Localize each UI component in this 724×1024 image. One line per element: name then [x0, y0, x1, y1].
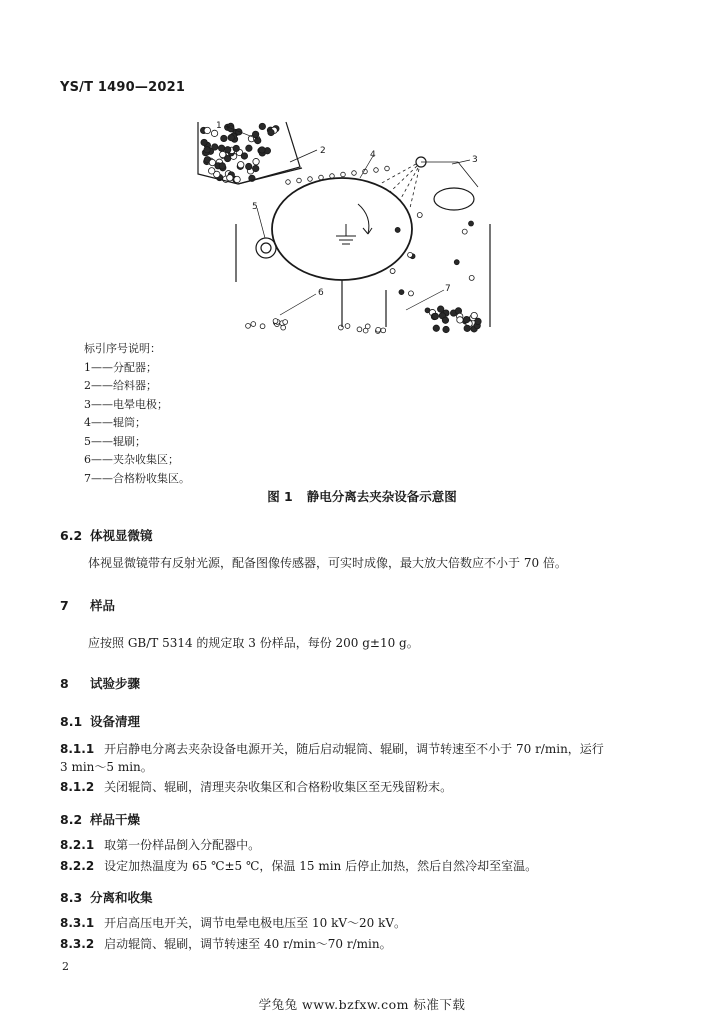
section-heading-8-1: 8.1 设备清理 — [60, 714, 141, 729]
section-heading-8: 8 试验步骤 — [60, 676, 141, 691]
section-heading-8-2: 8.2 样品干燥 — [60, 812, 141, 827]
paragraph-8-1-1: 8.1.1 开启静电分离去夹杂设备电源开关，随后启动辊筒、辊刷，调节转速至不小于 70 r/min，运行 3 min～5 min。 — [60, 742, 604, 774]
roller-brush — [256, 238, 276, 258]
figure-caption — [0, 487, 724, 505]
paragraph-8-3-2: 8.3.2 启动辊筒、辊刷，调节转速至 40 r/min～70 r/min。 — [60, 937, 392, 951]
paragraph-6-2: 体视显微镜带有反射光源，配备图像传感器，可实时成像，最大放大倍数应不小于 70 倍。 — [88, 556, 567, 570]
callout-4: 4 — [370, 150, 376, 160]
figure-number: 图 1 — [267, 489, 293, 504]
callout-7: 7 — [445, 284, 451, 294]
paragraph-8-1-2: 8.1.2 关闭辊筒、辊刷，清理夹杂收集区和合格粉收集区至无残留粉末。 — [60, 780, 453, 794]
rotation-arrow — [358, 204, 369, 234]
section-heading-6-2: 6.2 体视显微镜 — [60, 528, 153, 543]
figure-title: 静电分离去夹杂设备示意图 — [306, 489, 457, 504]
legend-item: 2——给料器； — [84, 379, 157, 392]
powder-particles — [200, 123, 481, 333]
paragraph-8-2-2: 8.2.2 设定加热温度为 65 ℃±5 ℃，保温 15 min 后停止加热，然后自然冷却至室温。 — [60, 859, 538, 873]
legend-item: 5——辊刷； — [84, 434, 146, 448]
legend-title: 标引序号说明： — [84, 342, 161, 355]
ground-symbol — [336, 224, 356, 244]
document-number-header: YS/T 1490—2021 — [60, 80, 186, 95]
legend-item: 6——夹杂收集区； — [84, 453, 179, 466]
callout-1: 1 — [216, 121, 222, 131]
electrode-holder — [434, 188, 474, 210]
paragraph-7: 应按照 GB/T 5314 的规定取 3 份样品，每份 200 g±10 g。 — [88, 636, 419, 650]
legend-item: 7——合格粉收集区。 — [84, 471, 190, 485]
callout-2: 2 — [320, 146, 326, 156]
callout-5: 5 — [252, 202, 258, 212]
footer-watermark: 学兔兔 www.bzfxw.com 标准下载 — [258, 997, 466, 1012]
legend-item: 4——辊筒； — [84, 416, 146, 429]
legend-item: 3——电晕电极； — [84, 397, 168, 411]
legend-item: 1——分配器； — [84, 360, 157, 374]
roller-drum — [272, 178, 412, 280]
callout-3: 3 — [472, 155, 478, 165]
section-heading-8-3: 8.3 分离和收集 — [60, 890, 153, 905]
section-heading-7: 7 样品 — [60, 598, 116, 613]
electrostatic-separator-diagram — [190, 112, 500, 344]
paragraph-8-2-1: 8.2.1 取第一份样品倒入分配器中。 — [60, 838, 261, 852]
callout-6: 6 — [318, 288, 324, 298]
paragraph-8-3-1: 8.3.1 开启高压电开关，调节电晕电极电压至 10 kV～20 kV。 — [60, 916, 407, 930]
figure-legend — [84, 340, 190, 488]
page-number: 2 — [62, 960, 69, 973]
